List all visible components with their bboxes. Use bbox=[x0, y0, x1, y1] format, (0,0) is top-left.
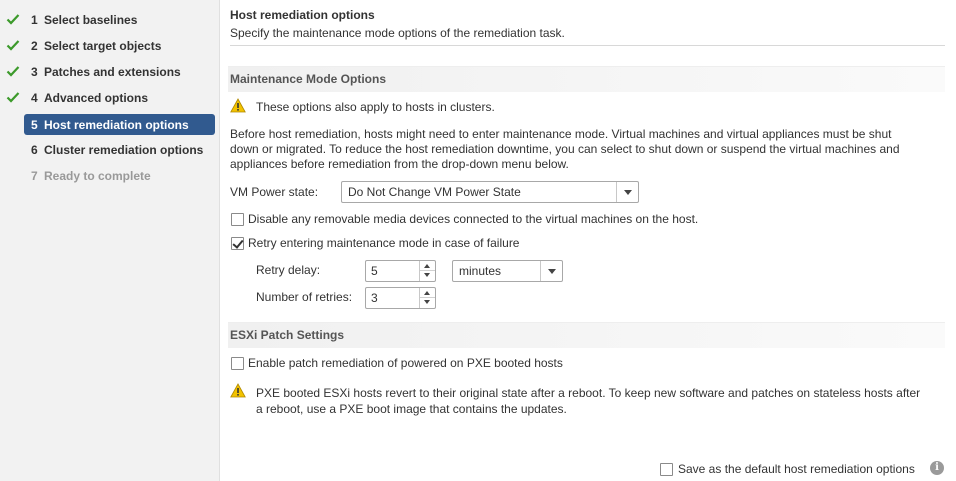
check-icon bbox=[6, 90, 20, 104]
retry-maintenance-label[interactable]: Retry entering maintenance mode in case of failure bbox=[248, 236, 520, 250]
maintenance-section-heading: Maintenance Mode Options bbox=[228, 66, 945, 92]
info-icon[interactable]: i bbox=[930, 461, 944, 475]
step-label: Patches and extensions bbox=[44, 64, 181, 79]
retry-delay-unit-select[interactable] bbox=[452, 260, 563, 282]
vm-power-state-label: VM Power state: bbox=[230, 185, 319, 199]
step-number: 3 bbox=[31, 64, 38, 79]
pxe-warning-line-1: PXE booted ESXi hosts revert to their original state after a reboot. To keep new software and patches on stateless hosts after bbox=[256, 386, 921, 400]
main-panel bbox=[230, 0, 946, 481]
step-label: Advanced options bbox=[44, 90, 149, 105]
step-host-remediation-options[interactable] bbox=[24, 114, 215, 135]
pxe-remediation-checkbox[interactable] bbox=[231, 357, 244, 370]
step-label: Select baselines bbox=[44, 12, 138, 27]
description-line-3: appliances before remediation from the drop-down menu below. bbox=[230, 157, 569, 171]
step-ready-to-complete bbox=[0, 165, 220, 186]
check-icon bbox=[6, 64, 20, 78]
step-select-baselines[interactable] bbox=[0, 9, 220, 30]
warning-icon bbox=[230, 383, 246, 398]
retry-delay-unit-value: minutes bbox=[459, 264, 502, 278]
step-number: 7 bbox=[31, 168, 38, 183]
stepper-down-icon[interactable] bbox=[420, 298, 435, 308]
stepper-up-icon[interactable] bbox=[420, 261, 435, 271]
chevron-down-icon[interactable] bbox=[616, 182, 638, 202]
step-label: Ready to complete bbox=[44, 168, 151, 183]
description-line-1: Before host remediation, hosts might need to enter maintenance mode. Virtual machines and virtual appliances must be shut bbox=[230, 127, 892, 141]
step-number: 1 bbox=[31, 12, 38, 27]
retry-delay-value: 5 bbox=[371, 264, 378, 278]
number-of-retries-stepper[interactable] bbox=[365, 287, 436, 309]
step-number: 4 bbox=[31, 90, 38, 105]
step-label: Select target objects bbox=[44, 38, 162, 53]
check-icon bbox=[6, 12, 20, 26]
number-of-retries-label: Number of retries: bbox=[256, 290, 353, 304]
warning-icon bbox=[230, 98, 246, 113]
stepper-up-icon[interactable] bbox=[420, 288, 435, 298]
pxe-warning-line-2: a reboot, use a PXE boot image that contains the updates. bbox=[256, 402, 567, 416]
save-default-checkbox[interactable] bbox=[660, 463, 673, 476]
description-line-2: down or migrated. To reduce the host remediation downtime, you can select to shut down or suspend the virtual machines and bbox=[230, 142, 900, 156]
page-subtitle: Specify the maintenance mode options of the remediation task. bbox=[230, 26, 565, 40]
save-default-label[interactable]: Save as the default host remediation options bbox=[678, 462, 915, 476]
vm-power-state-value: Do Not Change VM Power State bbox=[348, 185, 521, 199]
page-title: Host remediation options bbox=[230, 8, 375, 22]
retry-maintenance-checkbox[interactable] bbox=[231, 237, 244, 250]
step-select-target-objects[interactable] bbox=[0, 35, 220, 56]
chevron-down-icon[interactable] bbox=[540, 261, 562, 281]
step-advanced-options[interactable] bbox=[0, 87, 220, 108]
cluster-warning-text: These options also apply to hosts in clusters. bbox=[256, 100, 495, 114]
divider bbox=[230, 45, 945, 46]
step-label: Host remediation options bbox=[44, 117, 189, 132]
step-patches-and-extensions[interactable] bbox=[0, 61, 220, 82]
retry-delay-label: Retry delay: bbox=[256, 263, 321, 277]
wizard-sidebar bbox=[0, 0, 220, 481]
vm-power-state-select[interactable] bbox=[341, 181, 639, 203]
disable-media-checkbox[interactable] bbox=[231, 213, 244, 226]
number-of-retries-value: 3 bbox=[371, 291, 378, 305]
esxi-section-heading: ESXi Patch Settings bbox=[228, 322, 945, 348]
check-icon bbox=[6, 38, 20, 52]
step-number: 6 bbox=[31, 142, 38, 157]
retry-delay-stepper[interactable] bbox=[365, 260, 436, 282]
step-number: 2 bbox=[31, 38, 38, 53]
step-cluster-remediation-options[interactable] bbox=[0, 139, 220, 160]
step-number: 5 bbox=[31, 117, 38, 132]
disable-media-label[interactable]: Disable any removable media devices connected to the virtual machines on the host. bbox=[248, 212, 699, 226]
stepper-down-icon[interactable] bbox=[420, 271, 435, 281]
pxe-remediation-label[interactable]: Enable patch remediation of powered on PXE booted hosts bbox=[248, 356, 563, 370]
step-label: Cluster remediation options bbox=[44, 142, 204, 157]
